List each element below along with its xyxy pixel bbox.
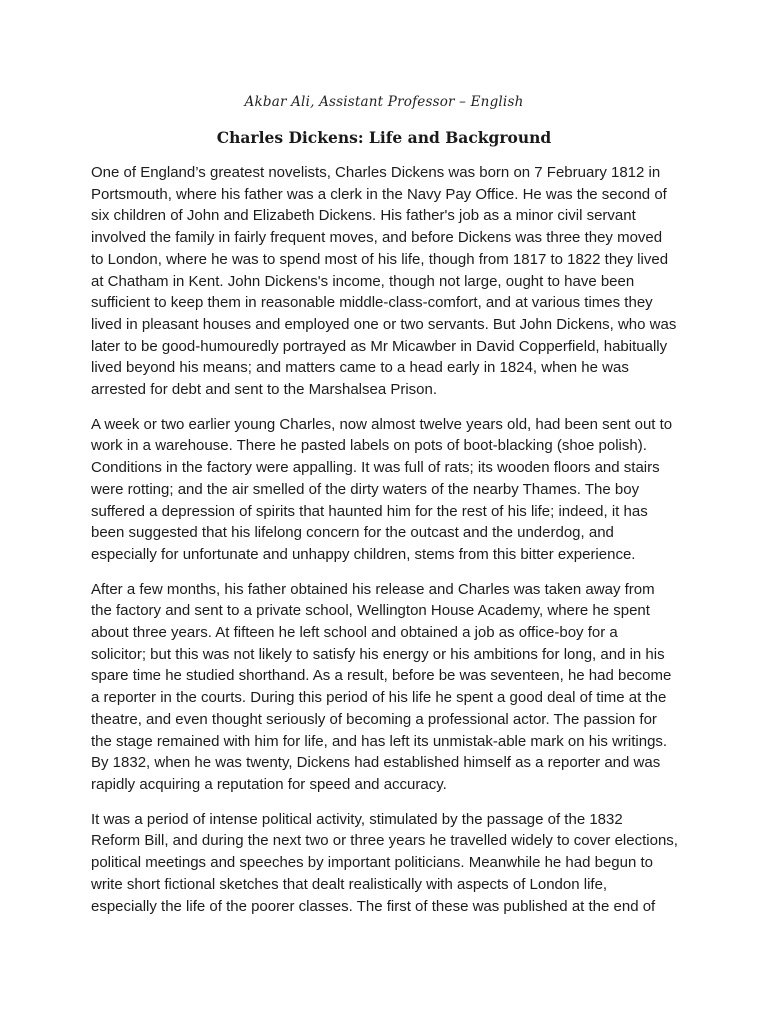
paragraph-line: six children of John and Elizabeth Dickens. His father's job as a minor civil servant	[91, 207, 636, 225]
paragraph-line: the stage remained with him for life, and has left its unmistak-able mark on his writings.	[91, 732, 668, 750]
paragraph-line: theatre, and even thought seriously of becoming a professional actor. The passion for	[91, 710, 657, 728]
paragraph-line: A week or two earlier young Charles, now almost twelve years old, had been sent out to	[91, 415, 673, 433]
paragraph-line: suffered a depression of spirits that haunted him for the rest of his life; indeed, it has	[91, 502, 648, 520]
paragraph-line: especially the life of the poorer classes. The first of these was published at the end of	[91, 897, 656, 915]
paragraph-3	[91, 579, 681, 796]
paragraph-line: lived beyond his means; and matters came to a head early in 1824, when he was	[91, 359, 629, 377]
paragraph-line: especially for unfortunate and unhappy children, stems from this bitter experience.	[91, 545, 636, 563]
paragraph-line: sufficient to keep them in reasonable middle-class-comfort, and at various times they	[91, 294, 653, 312]
paragraph-line: Conditions in the factory were appalling. It was full of rats; its wooden floors and stairs	[91, 459, 660, 477]
paragraph-line: Portsmouth, where his father was a clerk in the Navy Pay Office. He was the second of	[91, 185, 667, 203]
paragraph-line: One of England’s greatest novelists, Charles Dickens was born on 7 February 1812 in	[91, 164, 661, 181]
page-header: Akbar Ali, Assistant Professor – English	[244, 94, 524, 110]
paragraph-line: political meetings and speeches by important politicians. Meanwhile he had begun to	[91, 854, 654, 872]
paragraph-4	[91, 809, 681, 918]
paragraph-line: at Chatham in Kent. John Dickens's income, though not large, ought to have been	[91, 272, 635, 290]
paragraph-line: rapidly acquiring a reputation for speed and accuracy.	[91, 775, 447, 793]
paragraph-2	[91, 414, 681, 566]
paragraph-line: lived in pleasant houses and employed one or two servants. But John Dickens, who was	[91, 315, 677, 333]
paragraph-line: arrested for debt and sent to the Marshalsea Prison.	[91, 381, 438, 399]
paragraph-line: spare time he studied shorthand. As a result, before be was seventeen, he had become	[91, 667, 672, 685]
paragraph-line: to London, where he was to spend most of his life, though from 1817 to 1822 they lived	[91, 250, 669, 268]
paragraph-line: involved the family in fairly frequent moves, and before Dickens was three they moved	[91, 229, 663, 247]
paragraph-line: solicitor; but this was not likely to satisfy his energy or his ambitions for long, and in his	[91, 645, 665, 663]
paragraph-line: work in a warehouse. There he pasted labels on pots of boot-blacking (shoe polish).	[91, 437, 647, 455]
paragraph-line: It was a period of intense political activity, stimulated by the passage of the 1832	[91, 810, 623, 828]
paragraph-line: about three years. At fifteen he left school and obtained a job as office-boy for a	[91, 624, 618, 642]
paragraph-line: the factory and sent to a private school, Wellington House Academy, where he spent	[91, 602, 650, 620]
document-body	[91, 162, 681, 930]
paragraph-line: were rotting; and the air smelled of the dirty waters of the nearby Thames. The boy	[91, 480, 640, 498]
paragraph-line: Reform Bill, and during the next two or three years he travelled widely to cover elections,	[91, 832, 678, 850]
paragraph-line: After a few months, his father obtained his release and Charles was taken away from	[91, 580, 655, 598]
paragraph-line: been suggested that his lifelong concern for the outcast and the underdog, and	[91, 524, 614, 542]
paragraph-1	[91, 162, 681, 401]
paragraph-line: a reporter in the courts. During this period of his life he spent a good deal of time at the	[91, 689, 667, 707]
paragraph-line: By 1832, when he was twenty, Dickens had established himself as a reporter and was	[91, 754, 661, 772]
paragraph-line: write short fictional sketches that dealt realistically with aspects of London life,	[91, 875, 608, 893]
document-title: Charles Dickens: Life and Background	[216, 128, 552, 147]
paragraph-line: later to be good-humouredly portrayed as Mr Micawber in David Copperfield, habitually	[91, 337, 668, 355]
